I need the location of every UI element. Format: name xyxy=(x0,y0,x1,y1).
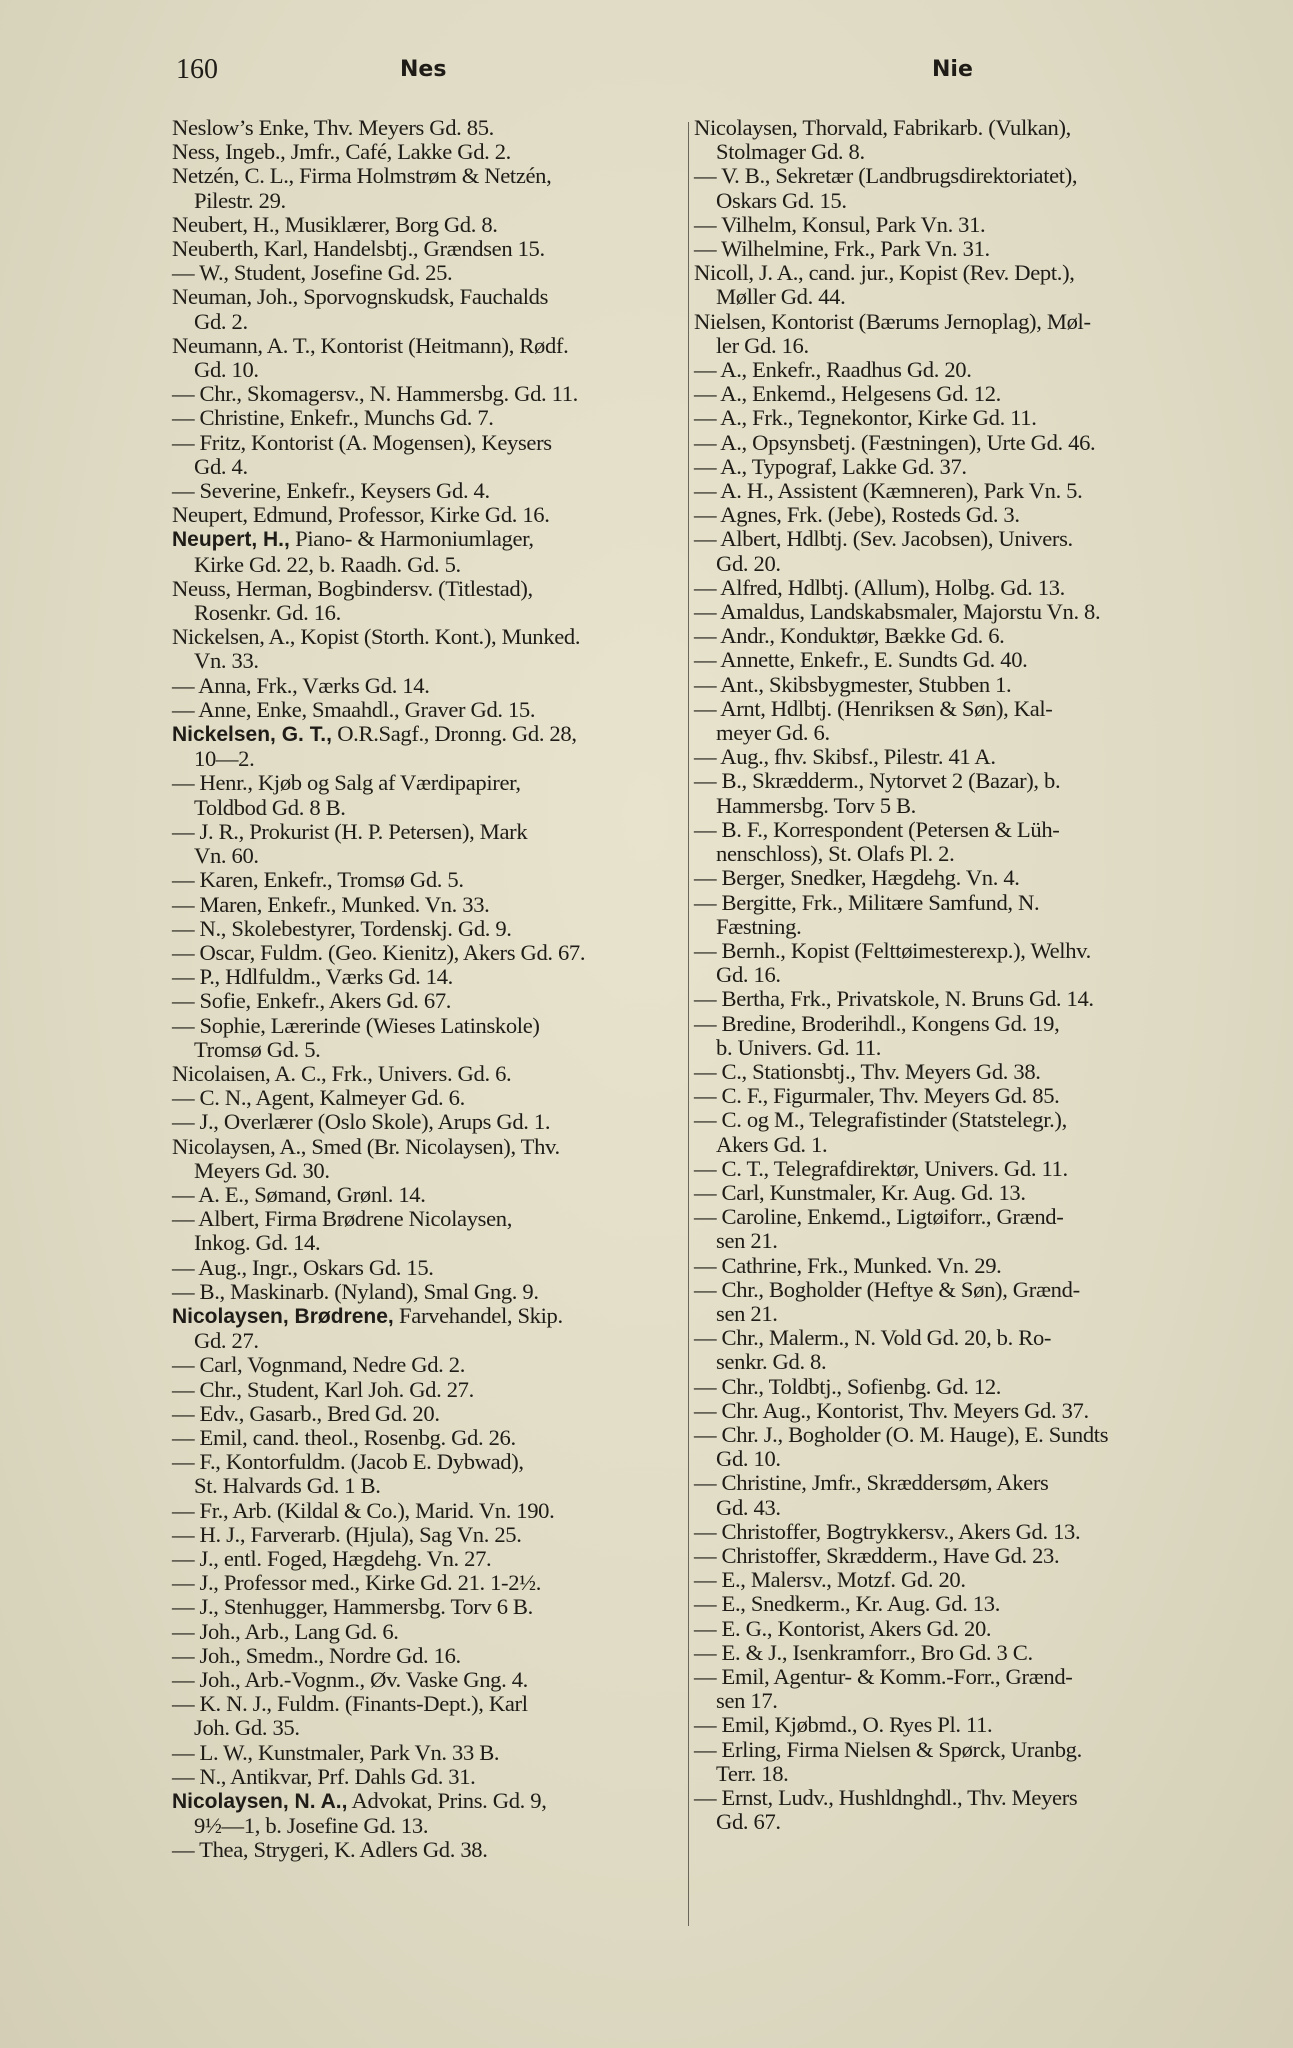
directory-entry xyxy=(694,987,1204,1011)
entry-text: Nicoll, J. A., cand. jur., Kopist (Rev. Dept.), Møller Gd. 44. xyxy=(694,260,1075,310)
directory-entry xyxy=(172,1523,680,1547)
entry-text: Neuberth, Karl, Handelsbtj., Grændsen 15. xyxy=(172,236,545,262)
entry-text: — V. B., Sekretær (Landbrugsdirektoriatet), Oskars Gd. 15. xyxy=(694,163,1078,213)
entry-bold-name: Nicolaysen, Brødrene, xyxy=(172,1304,394,1328)
directory-entry xyxy=(172,285,680,333)
directory-entry xyxy=(172,1256,680,1280)
entry-text: Ness, Ingeb., Jmfr., Café, Lakke Gd. 2. xyxy=(172,139,511,165)
entry-text: — Sophie, Lærerinde (Wieses Latinskole) Tromsø Gd. 5. xyxy=(172,1012,540,1062)
entry-text: — A. E., Sømand, Grønl. 14. xyxy=(172,1181,426,1207)
directory-entry xyxy=(694,1568,1204,1592)
entry-text: — A., Opsynsbetj. (Fæstningen), Urte Gd. 46. xyxy=(694,429,1096,455)
entry-text: — A., Typograf, Lakke Gd. 37. xyxy=(694,453,967,479)
directory-entry xyxy=(694,1617,1204,1641)
directory-entry xyxy=(172,1450,680,1498)
directory-entry xyxy=(694,455,1204,479)
directory-entry xyxy=(694,1108,1204,1156)
entry-text: — Karen, Enkefr., Tromsø Gd. 5. xyxy=(172,867,464,893)
entry-text: — Christine, Jmfr., Skræddersøm, Akers Gd. 43. xyxy=(694,1470,1049,1520)
entry-text: — Caroline, Enkemd., Ligtøiforr., Grænd- sen 21. xyxy=(694,1204,1064,1254)
entry-text: — E., Malersv., Motzf. Gd. 20. xyxy=(694,1567,966,1593)
directory-entry xyxy=(172,989,680,1013)
entry-text: — E. & J., Isenkramforr., Bro Gd. 3 C. xyxy=(694,1639,1033,1665)
right-guide-word: Nie xyxy=(932,57,973,82)
entry-text: — F., Kontorfuldm. (Jacob E. Dybwad), St. Halvards Gd. 1 B. xyxy=(172,1449,524,1499)
directory-entry xyxy=(694,310,1204,358)
entry-text: Nicolaisen, A. C., Frk., Univers. Gd. 6. xyxy=(172,1060,512,1086)
entry-text: — J., entl. Foged, Hægdehg. Vn. 27. xyxy=(172,1545,492,1571)
directory-entry xyxy=(172,1838,680,1862)
entry-text: — L. W., Kunstmaler, Park Vn. 33 B. xyxy=(172,1739,500,1765)
directory-entry xyxy=(172,334,680,382)
directory-entry xyxy=(172,698,680,722)
directory-entry xyxy=(694,1641,1204,1665)
entry-text: — Anna, Frk., Værks Gd. 14. xyxy=(172,672,430,698)
entry-text: — W., Student, Josefine Gd. 25. xyxy=(172,260,453,286)
directory-entry xyxy=(172,1014,680,1062)
directory-entry xyxy=(172,503,680,527)
entry-text: Nicolaysen, A., Smed (Br. Nicolaysen), Thv. Meyers Gd. 30. xyxy=(172,1133,560,1183)
directory-entry xyxy=(172,382,680,406)
entry-text: — Fritz, Kontorist (A. Mogensen), Keysers Gd. 4. xyxy=(172,429,552,479)
directory-entry xyxy=(172,941,680,965)
entry-text: — Edv., Gasarb., Bred Gd. 20. xyxy=(172,1400,440,1426)
entry-text: — Aug., Ingr., Oskars Gd. 15. xyxy=(172,1254,434,1280)
directory-entry xyxy=(694,1205,1204,1253)
directory-entry xyxy=(172,1304,680,1353)
directory-entry xyxy=(694,576,1204,600)
entry-text: — Bertha, Frk., Privatskole, N. Bruns Gd. 14. xyxy=(694,986,1094,1012)
directory-entry xyxy=(694,818,1204,866)
page-number: 160 xyxy=(176,54,218,85)
directory-entry xyxy=(172,1426,680,1450)
directory-entry xyxy=(172,1668,680,1692)
directory-entry xyxy=(172,406,680,430)
directory-entry xyxy=(172,140,680,164)
directory-entry xyxy=(172,1062,680,1086)
directory-entry xyxy=(694,600,1204,624)
entry-text: Nickelsen, A., Kopist (Storth. Kont.), Munked. Vn. 33. xyxy=(172,624,581,674)
directory-entry xyxy=(694,1084,1204,1108)
entry-text: — Christine, Enkefr., Munchs Gd. 7. xyxy=(172,405,494,431)
entry-text: — Carl, Kunstmaler, Kr. Aug. Gd. 13. xyxy=(694,1179,1026,1205)
directory-entry xyxy=(694,116,1204,164)
directory-entry xyxy=(172,1353,680,1377)
entry-text: — Bergitte, Frk., Militære Samfund, N. Fæstning. xyxy=(694,889,1040,939)
directory-entry xyxy=(694,866,1204,890)
entry-text: — N., Antikvar, Prf. Dahls Gd. 31. xyxy=(172,1763,476,1789)
directory-entry xyxy=(694,1326,1204,1374)
directory-entry xyxy=(694,648,1204,672)
directory-entry xyxy=(172,1402,680,1426)
entry-text: — Erling, Firma Nielsen & Spørck, Uranbg. Terr. 18. xyxy=(694,1736,1082,1786)
entry-text: Neupert, Edmund, Professor, Kirke Gd. 16. xyxy=(172,502,550,528)
directory-entry xyxy=(172,868,680,892)
entry-text: Advokat, Prins. Gd. 9, 9½—1, b. Josefine Gd. 13. xyxy=(194,1788,547,1839)
directory-entry xyxy=(172,893,680,917)
directory-entry xyxy=(172,965,680,989)
column-divider xyxy=(688,122,689,1926)
directory-entry xyxy=(172,1789,680,1838)
directory-entry xyxy=(694,1012,1204,1060)
directory-entry xyxy=(172,1207,680,1255)
directory-entry xyxy=(172,1499,680,1523)
entry-text: Neuman, Joh., Sporvognskudsk, Fauchalds Gd. 2. xyxy=(172,284,549,334)
entry-text: — J., Stenhugger, Hammersbg. Torv 6 B. xyxy=(172,1594,533,1620)
entry-text: Neslow’s Enke, Thv. Meyers Gd. 85. xyxy=(172,115,494,140)
directory-entry xyxy=(172,820,680,868)
entry-text: — Sofie, Enkefr., Akers Gd. 67. xyxy=(172,988,452,1014)
entry-text: — Amaldus, Landskabsmaler, Majorstu Vn. 8. xyxy=(694,599,1101,625)
entry-text: — B., Maskinarb. (Nyland), Smal Gng. 9. xyxy=(172,1278,539,1304)
entry-text: — Chr., Skomagersv., N. Hammersbg. Gd. 11. xyxy=(172,381,578,407)
directory-entry xyxy=(172,237,680,261)
directory-entry xyxy=(172,1280,680,1304)
right-column xyxy=(694,116,1204,1834)
entry-text: — C. T., Telegrafdirektør, Univers. Gd. 11. xyxy=(694,1155,1068,1181)
entry-text: — J., Professor med., Kirke Gd. 21. 1-2½. xyxy=(172,1570,542,1596)
directory-entry xyxy=(694,1471,1204,1519)
directory-entry xyxy=(172,1571,680,1595)
directory-entry xyxy=(172,479,680,503)
directory-entry xyxy=(694,527,1204,575)
directory-entry xyxy=(172,1183,680,1207)
directory-entry xyxy=(694,769,1204,817)
entry-text: — E. G., Kontorist, Akers Gd. 20. xyxy=(694,1615,992,1641)
entry-text: — Ant., Skibsbygmester, Stubben 1. xyxy=(694,671,1012,697)
directory-entry xyxy=(694,1278,1204,1326)
entry-text: — Aug., fhv. Skibsf., Pilestr. 41 A. xyxy=(694,744,996,770)
entry-text: — J. R., Prokurist (H. P. Petersen), Mark Vn. 60. xyxy=(172,818,528,869)
entry-text: — Joh., Arb., Lang Gd. 6. xyxy=(172,1618,399,1644)
entry-text: Piano- & Harmoniumlager, Kirke Gd. 22, b. Raadh. Gd. 5. xyxy=(194,526,534,577)
entry-text: — E., Snedkerm., Kr. Aug. Gd. 13. xyxy=(694,1591,1000,1617)
entry-text: — Henr., Kjøb og Salg af Værdipapirer, Toldbod Gd. 8 B. xyxy=(172,770,521,820)
directory-entry xyxy=(694,237,1204,261)
entry-text: — Albert, Firma Brødrene Nicolaysen, Inkog. Gd. 14. xyxy=(172,1206,513,1256)
directory-entry xyxy=(694,1060,1204,1084)
directory-entry xyxy=(172,625,680,673)
entry-text: — Agnes, Frk. (Jebe), Rosteds Gd. 3. xyxy=(694,502,1020,528)
entry-text: — Ernst, Ludv., Hushldnghdl., Thv. Meyers Gd. 67. xyxy=(694,1785,1078,1835)
directory-entry xyxy=(694,431,1204,455)
entry-bold-name: Neupert, H., xyxy=(172,528,290,552)
directory-entry xyxy=(172,1086,680,1110)
directory-entry xyxy=(694,1665,1204,1713)
entry-text: — Bernh., Kopist (Felttøimesterexp.), Welhv. Gd. 16. xyxy=(694,937,1091,988)
directory-entry xyxy=(694,891,1204,939)
directory-entry xyxy=(172,1378,680,1402)
entry-text: — N., Skolebestyrer, Tordenskj. Gd. 9. xyxy=(172,915,512,941)
entry-text: — Fr., Arb. (Kildal & Co.), Marid. Vn. 190. xyxy=(172,1497,555,1523)
directory-entry xyxy=(694,1254,1204,1278)
directory-entry xyxy=(694,745,1204,769)
entry-text: Farvehandel, Skip. Gd. 27. xyxy=(194,1302,563,1354)
directory-entry xyxy=(694,164,1204,212)
entry-text: — Chr., Toldbtj., Sofienbg. Gd. 12. xyxy=(694,1373,1002,1399)
entry-text: — Chr., Student, Karl Joh. Gd. 27. xyxy=(172,1376,474,1402)
directory-entry xyxy=(172,431,680,479)
directory-entry xyxy=(694,1713,1204,1737)
entry-text: — C. N., Agent, Kalmeyer Gd. 6. xyxy=(172,1085,465,1111)
entry-text: — Chr. J., Bogholder (O. M. Hauge), E. Sundts Gd. 10. xyxy=(694,1421,1109,1472)
left-guide-word: Nes xyxy=(400,57,447,82)
directory-entry xyxy=(172,1620,680,1644)
directory-entry xyxy=(172,1595,680,1619)
entry-text: Nielsen, Kontorist (Bærums Jernoplag), Møl- ler Gd. 16. xyxy=(694,308,1091,358)
directory-entry xyxy=(172,722,680,771)
directory-entry xyxy=(172,213,680,237)
entry-text: — Severine, Enkefr., Keysers Gd. 4. xyxy=(172,478,490,504)
entry-text: — A., Enkefr., Raadhus Gd. 20. xyxy=(694,357,972,383)
entry-text: — Albert, Hdlbtj. (Sev. Jacobsen), Univers. Gd. 20. xyxy=(694,526,1073,576)
directory-entry xyxy=(172,527,680,576)
directory-entry xyxy=(694,1520,1204,1544)
entry-text: — Thea, Strygeri, K. Adlers Gd. 38. xyxy=(172,1837,488,1863)
entry-text: — Oscar, Fuldm. (Geo. Kienitz), Akers Gd. 67. xyxy=(172,939,586,965)
directory-entry xyxy=(172,1135,680,1183)
entry-text: — A. H., Assistent (Kæmneren), Park Vn. 5. xyxy=(694,478,1083,504)
entry-text: — Chr., Malerm., N. Vold Gd. 20, b. Ro- senkr. Gd. 8. xyxy=(694,1325,1052,1375)
entry-text: Neumann, A. T., Kontorist (Heitmann), Rødf. Gd. 10. xyxy=(172,332,569,383)
directory-entry xyxy=(694,406,1204,430)
entry-text: — Joh., Smedm., Nordre Gd. 16. xyxy=(172,1642,461,1668)
entry-text: Netzén, C. L., Firma Holmstrøm & Netzén, Pilestr. 29. xyxy=(172,163,552,213)
entry-text: — Alfred, Hdlbtj. (Allum), Holbg. Gd. 13. xyxy=(694,574,1065,600)
directory-entry xyxy=(172,1547,680,1571)
entry-text: — Christoffer, Bogtrykkersv., Akers Gd. 13. xyxy=(694,1518,1081,1544)
directory-entry xyxy=(694,1423,1204,1471)
directory-entry xyxy=(172,1765,680,1789)
directory-entry xyxy=(694,624,1204,648)
entry-text: — Carl, Vognmand, Nedre Gd. 2. xyxy=(172,1352,466,1378)
directory-entry xyxy=(172,116,680,140)
directory-entry xyxy=(172,674,680,698)
entry-text: — B. F., Korrespondent (Petersen & Lüh- nenschloss), St. Olafs Pl. 2. xyxy=(694,816,1060,867)
entry-text: — Vilhelm, Konsul, Park Vn. 31. xyxy=(694,211,986,237)
directory-entry xyxy=(172,1692,680,1740)
entry-text: — J., Overlærer (Oslo Skole), Arups Gd. 1. xyxy=(172,1109,551,1135)
directory-entry xyxy=(172,164,680,212)
directory-entry xyxy=(694,1157,1204,1181)
entry-text: — C., Stationsbtj., Thv. Meyers Gd. 38. xyxy=(694,1058,1041,1084)
entry-text: — A., Frk., Tegnekontor, Kirke Gd. 11. xyxy=(694,405,1037,431)
entry-text: — C. F., Figurmaler, Thv. Meyers Gd. 85. xyxy=(694,1083,1060,1109)
directory-entry xyxy=(694,358,1204,382)
directory-entry xyxy=(172,1644,680,1668)
entry-text: — C. og M., Telegrafistinder (Statstelegr.), Akers Gd. 1. xyxy=(694,1107,1067,1157)
directory-entry xyxy=(172,1741,680,1765)
directory-entry xyxy=(172,917,680,941)
entry-text: — Bredine, Broderihdl., Kongens Gd. 19, b. Univers. Gd. 11. xyxy=(694,1010,1060,1060)
directory-entry xyxy=(172,261,680,285)
directory-entry xyxy=(694,1738,1204,1786)
entry-text: Nicolaysen, Thorvald, Fabrikarb. (Vulkan), Stolmager Gd. 8. xyxy=(694,115,1071,165)
entry-text: O.R.Sagf., Dronng. Gd. 28, 10—2. xyxy=(194,721,577,772)
entry-text: — Christoffer, Skrædderm., Have Gd. 23. xyxy=(694,1542,1060,1568)
entry-text: — Anne, Enke, Smaahdl., Graver Gd. 15. xyxy=(172,696,536,722)
directory-entry xyxy=(172,1110,680,1134)
entry-text: — Maren, Enkefr., Munked. Vn. 33. xyxy=(172,891,490,917)
directory-entry xyxy=(694,1544,1204,1568)
directory-entry xyxy=(694,261,1204,309)
entry-text: — K. N. J., Fuldm. (Finants-Dept.), Karl Joh. Gd. 35. xyxy=(172,1691,528,1741)
entry-text: — Annette, Enkefr., E. Sundts Gd. 40. xyxy=(694,647,1028,673)
directory-entry xyxy=(694,697,1204,745)
entry-text: — Joh., Arb.-Vognm., Øv. Vaske Gng. 4. xyxy=(172,1667,528,1692)
directory-entry xyxy=(694,213,1204,237)
directory-entry xyxy=(172,771,680,819)
directory-entry xyxy=(694,479,1204,503)
entry-bold-name: Nicolaysen, N. A., xyxy=(172,1790,348,1814)
entry-text: — Wilhelmine, Frk., Park Vn. 31. xyxy=(694,236,990,262)
entry-text: Neubert, H., Musiklærer, Borg Gd. 8. xyxy=(172,211,498,237)
entry-text: Neuss, Herman, Bogbindersv. (Titlestad), Rosenkr. Gd. 16. xyxy=(172,575,533,626)
entry-text: — B., Skrædderm., Nytorvet 2 (Bazar), b. Hammersbg. Torv 5 B. xyxy=(694,768,1061,818)
entry-text: — P., Hdlfuldm., Værks Gd. 14. xyxy=(172,964,453,990)
directory-entry xyxy=(694,1375,1204,1399)
directory-entry xyxy=(694,503,1204,527)
directory-entry xyxy=(694,1181,1204,1205)
entry-text: — Cathrine, Frk., Munked. Vn. 29. xyxy=(694,1252,1002,1278)
directory-entry xyxy=(694,673,1204,697)
left-column xyxy=(172,116,680,1863)
directory-entry xyxy=(694,382,1204,406)
directory-entry xyxy=(172,577,680,625)
entry-bold-name: Nickelsen, G. T., xyxy=(172,723,332,747)
entry-text: — Emil, Agentur- & Komm.-Forr., Grænd- sen 17. xyxy=(694,1664,1073,1714)
entry-text: — Arnt, Hdlbtj. (Henriksen & Søn), Kal- meyer Gd. 6. xyxy=(694,695,1053,746)
directory-entry xyxy=(694,1592,1204,1616)
entry-text: — Berger, Snedker, Hægdehg. Vn. 4. xyxy=(694,865,1020,891)
entry-text: — Emil, Kjøbmd., O. Ryes Pl. 11. xyxy=(694,1712,993,1738)
directory-entry xyxy=(694,1399,1204,1423)
entry-text: — Chr. Aug., Kontorist, Thv. Meyers Gd. 37. xyxy=(694,1397,1089,1423)
directory-entry xyxy=(694,1786,1204,1834)
entry-text: — Chr., Bogholder (Heftye & Søn), Grænd- sen 21. xyxy=(694,1276,1080,1326)
entry-text: — Emil, cand. theol., Rosenbg. Gd. 26. xyxy=(172,1424,516,1450)
entry-text: — Andr., Konduktør, Bække Gd. 6. xyxy=(694,623,1005,649)
entry-text: — H. J., Farverarb. (Hjula), Sag Vn. 25. xyxy=(172,1521,522,1547)
directory-entry xyxy=(694,939,1204,987)
entry-text: — A., Enkemd., Helgesens Gd. 12. xyxy=(694,381,1001,407)
